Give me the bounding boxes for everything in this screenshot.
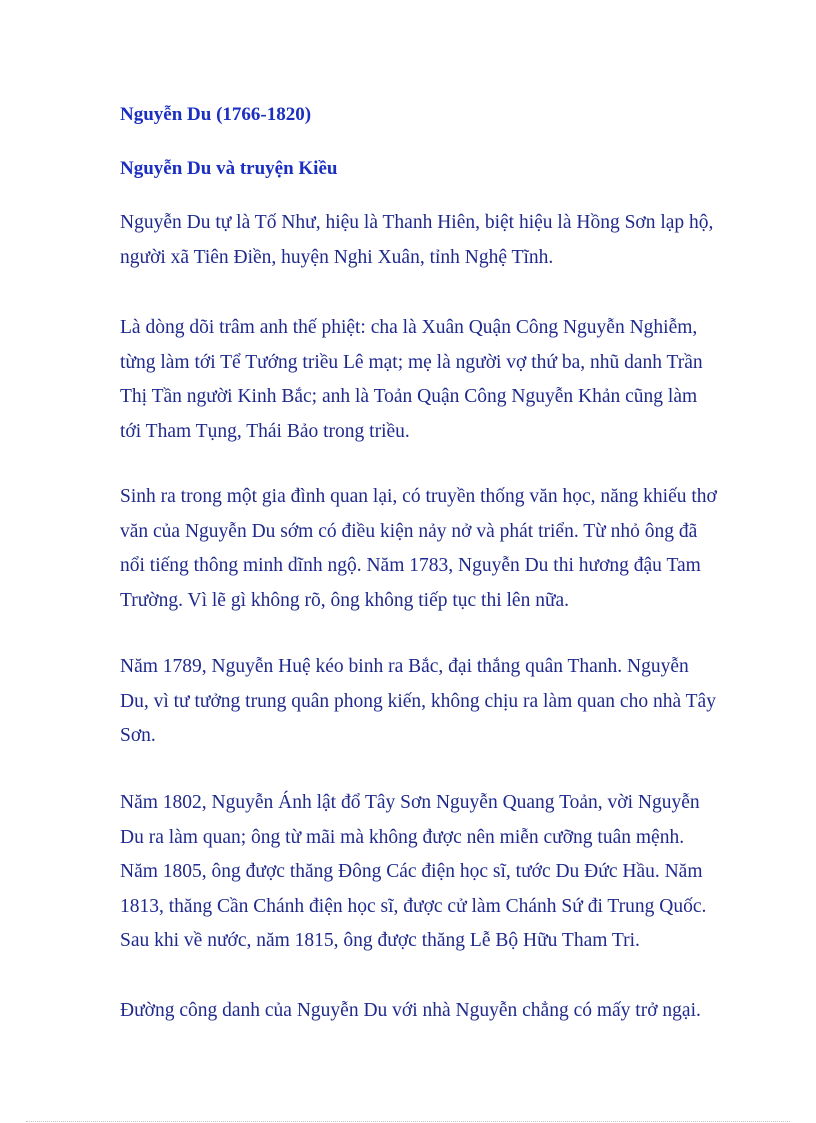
text-line: Năm 1805, ông được thăng Đông Các điện học sĩ, tước Du Đức Hầu. Năm — [120, 861, 703, 882]
document-title: Nguyễn Du (1766-1820) — [120, 104, 312, 125]
paragraph — [120, 650, 716, 754]
text-line: nổi tiếng thông minh dĩnh ngộ. Năm 1783, Nguyễn Du thi hương đậu Tam — [120, 555, 701, 576]
text-line: 1813, thăng Cần Chánh điện học sĩ, được cử làm Chánh Sứ đi Trung Quốc. — [120, 895, 707, 917]
text-line: Du, vì tư tưởng trung quân phong kiến, không chịu ra làm quan cho nhà Tây — [120, 690, 716, 712]
paragraph — [120, 786, 706, 959]
document-subtitle: Nguyễn Du và truyện Kiều — [120, 158, 338, 179]
paragraph — [120, 206, 713, 275]
text-line: Sơn. — [120, 725, 156, 746]
paragraph — [120, 994, 701, 1029]
text-line: Trường. Vì lẽ gì không rõ, ông không tiếp tục thi lên nữa. — [120, 589, 570, 611]
text-line: Du ra làm quan; ông từ mãi mà không được nên miễn cưỡng tuân mệnh. — [120, 826, 685, 848]
text-line: Thị Tần người Kinh Bắc; anh là Toản Quận Công Nguyễn Khản cũng làm — [120, 386, 698, 407]
text-line: tới Tham Tụng, Thái Bảo trong triều. — [120, 420, 410, 442]
text-line: Đường công danh của Nguyễn Du với nhà Nguyễn chẳng có mấy trở ngại. — [120, 1000, 701, 1021]
text-line: Là dòng dõi trâm anh thế phiệt: cha là Xuân Quận Công Nguyễn Nghiễm, — [120, 317, 698, 338]
page-bottom-divider — [26, 1121, 790, 1122]
paragraph — [120, 311, 703, 449]
text-line: Năm 1802, Nguyễn Ánh lật đổ Tây Sơn Nguyễn Quang Toản, vời Nguyễn — [120, 792, 700, 813]
text-line: người xã Tiên Điền, huyện Nghi Xuân, tỉnh Nghệ Tĩnh. — [120, 246, 554, 268]
text-line: từng làm tới Tể Tướng triều Lê mạt; mẹ là người vợ thứ ba, nhũ danh Trần — [120, 351, 703, 373]
text-line: Năm 1789, Nguyễn Huệ kéo binh ra Bắc, đại thắng quân Thanh. Nguyễn — [120, 656, 689, 677]
text-line: Sau khi về nước, năm 1815, ông được thăng Lễ Bộ Hữu Tham Tri. — [120, 930, 640, 951]
text-line: Nguyễn Du tự là Tố Như, hiệu là Thanh Hiên, biệt hiệu là Hồng Sơn lạp hộ, — [120, 212, 714, 233]
paragraph — [120, 480, 717, 618]
text-line: văn của Nguyễn Du sớm có điều kiện nảy nở và phát triển. Từ nhỏ ông đã — [120, 520, 698, 542]
text-line: Sinh ra trong một gia đình quan lại, có truyền thống văn học, năng khiếu thơ — [120, 486, 717, 507]
